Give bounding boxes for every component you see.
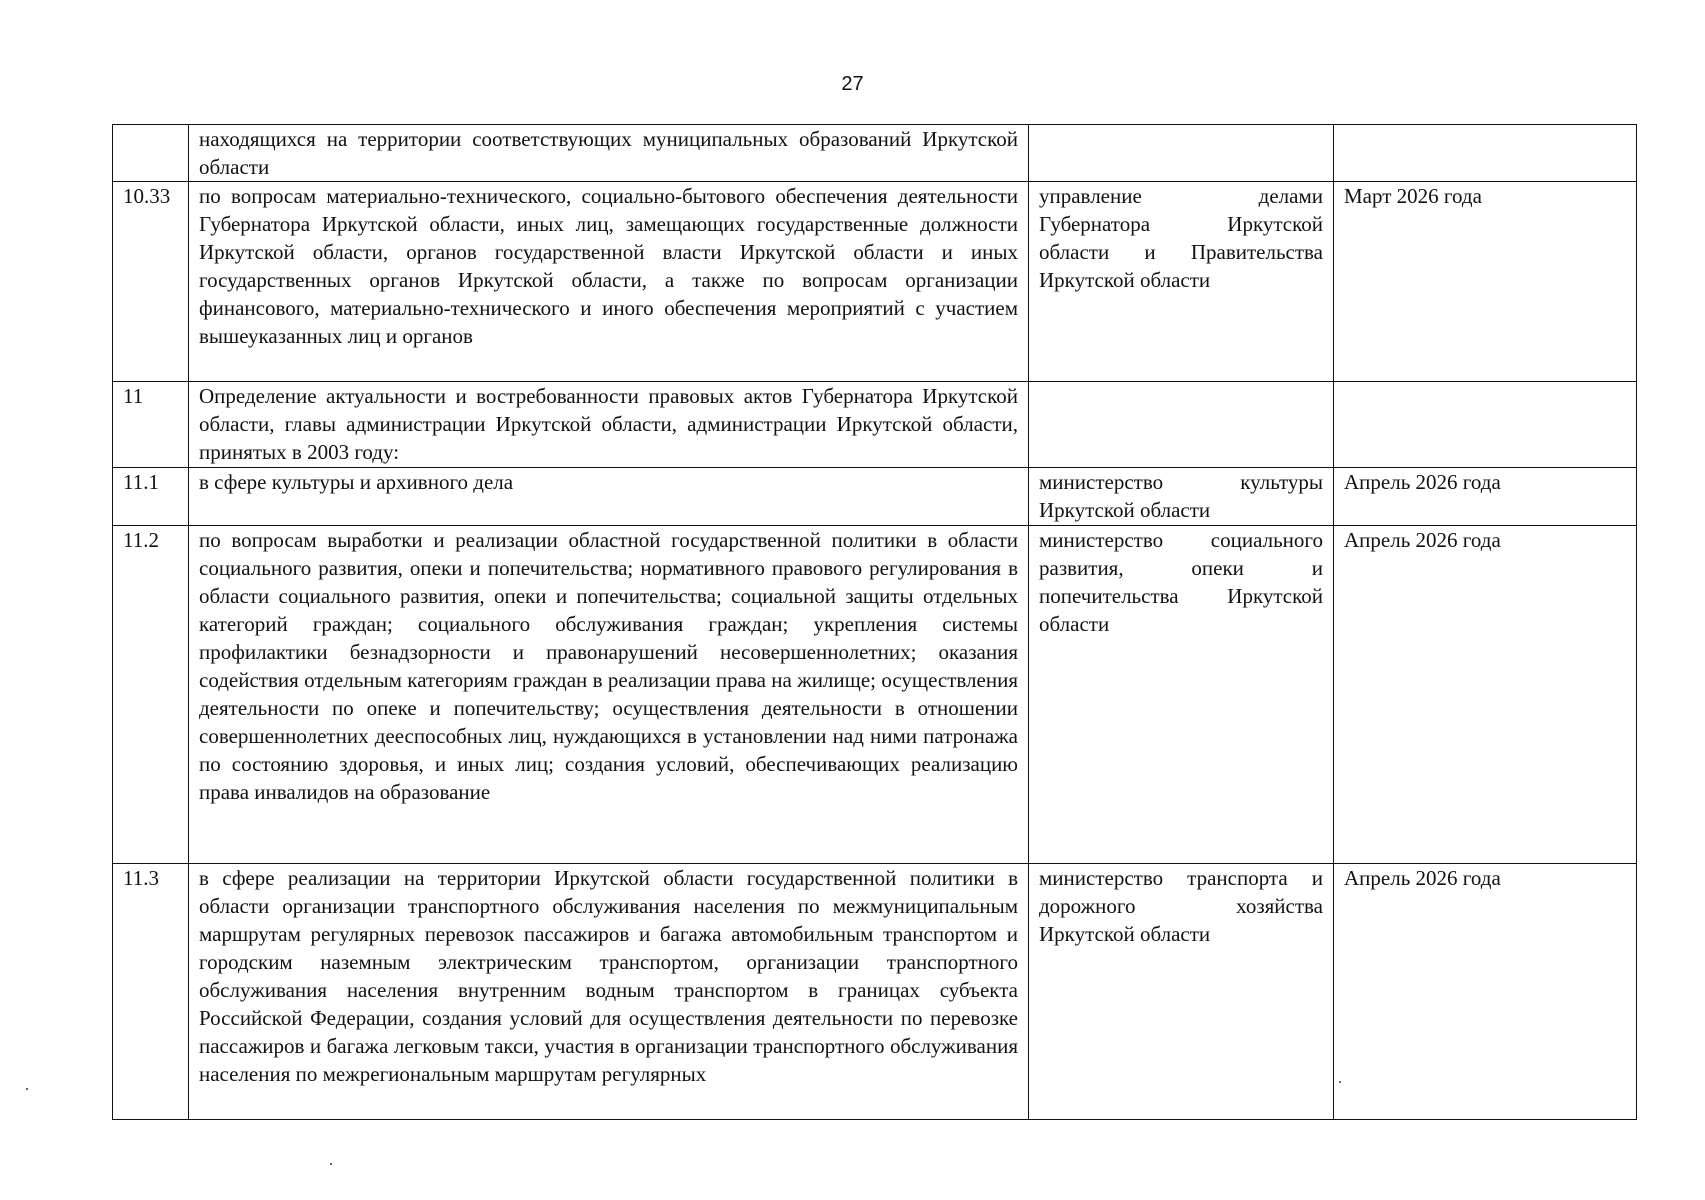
- row-deadline: Апрель 2026 года: [1334, 526, 1637, 864]
- row-number: 11: [113, 382, 189, 468]
- row-description: по вопросам материально-технического, социально-бытового обеспечения деятельности Губернатора Иркутской области, иных лиц, замещающих государственные должности Иркутской области, органов государственной власти Иркутской области и иных государственных органов Иркутской области, а также по вопросам организации финансового, материально-технического и иного обеспечения мероприятий с участием вышеуказанных лиц и органов: [189, 182, 1029, 382]
- page-number: 27: [841, 73, 864, 95]
- table-row: [113, 125, 1637, 182]
- row-executor: [1029, 382, 1334, 468]
- row-number: [113, 125, 189, 182]
- scan-speck: [26, 1088, 28, 1090]
- row-number: 11.3: [113, 864, 189, 1120]
- plan-table: [112, 124, 1637, 1120]
- row-executor: управление делами Губернатора Иркутской области и Правительства Иркутской области: [1029, 182, 1334, 382]
- row-number: 11.1: [113, 468, 189, 526]
- scan-speck: [1339, 1081, 1341, 1083]
- table-row: [113, 182, 1637, 382]
- row-description: в сфере культуры и архивного дела: [189, 468, 1029, 526]
- scan-speck: [330, 1163, 332, 1165]
- row-deadline: Март 2026 года: [1334, 182, 1637, 382]
- row-deadline: [1334, 125, 1637, 182]
- row-number: 11.2: [113, 526, 189, 864]
- row-deadline: [1334, 382, 1637, 468]
- row-executor: министерство культуры Иркутской области: [1029, 468, 1334, 526]
- row-executor: [1029, 125, 1334, 182]
- table-row: [113, 468, 1637, 526]
- row-description: по вопросам выработки и реализации областной государственной политики в области социального развития, опеки и попечительства; нормативного правового регулирования в области социального развития, опеки и попечительства; социальной защиты отдельных категорий граждан; социального обслуживания граждан; укрепления системы профилактики безнадзорности и правонарушений несовершеннолетних; оказания содействия отдельным категориям граждан в реализации права на жилище; осуществления деятельности по опеке и попечительству; осуществления деятельности в отношении совершеннолетних дееспособных лиц, нуждающихся в установлении над ними патронажа по состоянию здоровья, и иных лиц; создания условий, обеспечивающих реализацию права инвалидов на образование: [189, 526, 1029, 864]
- row-description: Определение актуальности и востребованности правовых актов Губернатора Иркутской области, главы администрации Иркутской области, администрации Иркутской области, принятых в 2003 году:: [189, 382, 1029, 468]
- row-deadline: Апрель 2026 года: [1334, 468, 1637, 526]
- table-row: [113, 382, 1637, 468]
- table-row: [113, 526, 1637, 864]
- row-description: в сфере реализации на территории Иркутской области государственной политики в области организации транспортного обслуживания населения по межмуниципальным маршрутам регулярных перевозок пассажиров и багажа автомобильным транспортом и городским наземным электрическим транспортом, организации транспортного обслуживания населения внутренним водным транспортом в границах субъекта Российской Федерации, создания условий для осуществления деятельности по перевозке пассажиров и багажа легковым такси, участия в организации транспортного обслуживания населения по межрегиональным маршрутам регулярных: [189, 864, 1029, 1120]
- row-executor: министерство социального развития, опеки и попечительства Иркутской области: [1029, 526, 1334, 864]
- row-executor: министерство транспорта и дорожного хозяйства Иркутской области: [1029, 864, 1334, 1120]
- row-deadline: Апрель 2026 года: [1334, 864, 1637, 1120]
- row-description: находящихся на территории соответствующих муниципальных образований Иркутской области: [189, 125, 1029, 182]
- table-row: [113, 864, 1637, 1120]
- row-number: 10.33: [113, 182, 189, 382]
